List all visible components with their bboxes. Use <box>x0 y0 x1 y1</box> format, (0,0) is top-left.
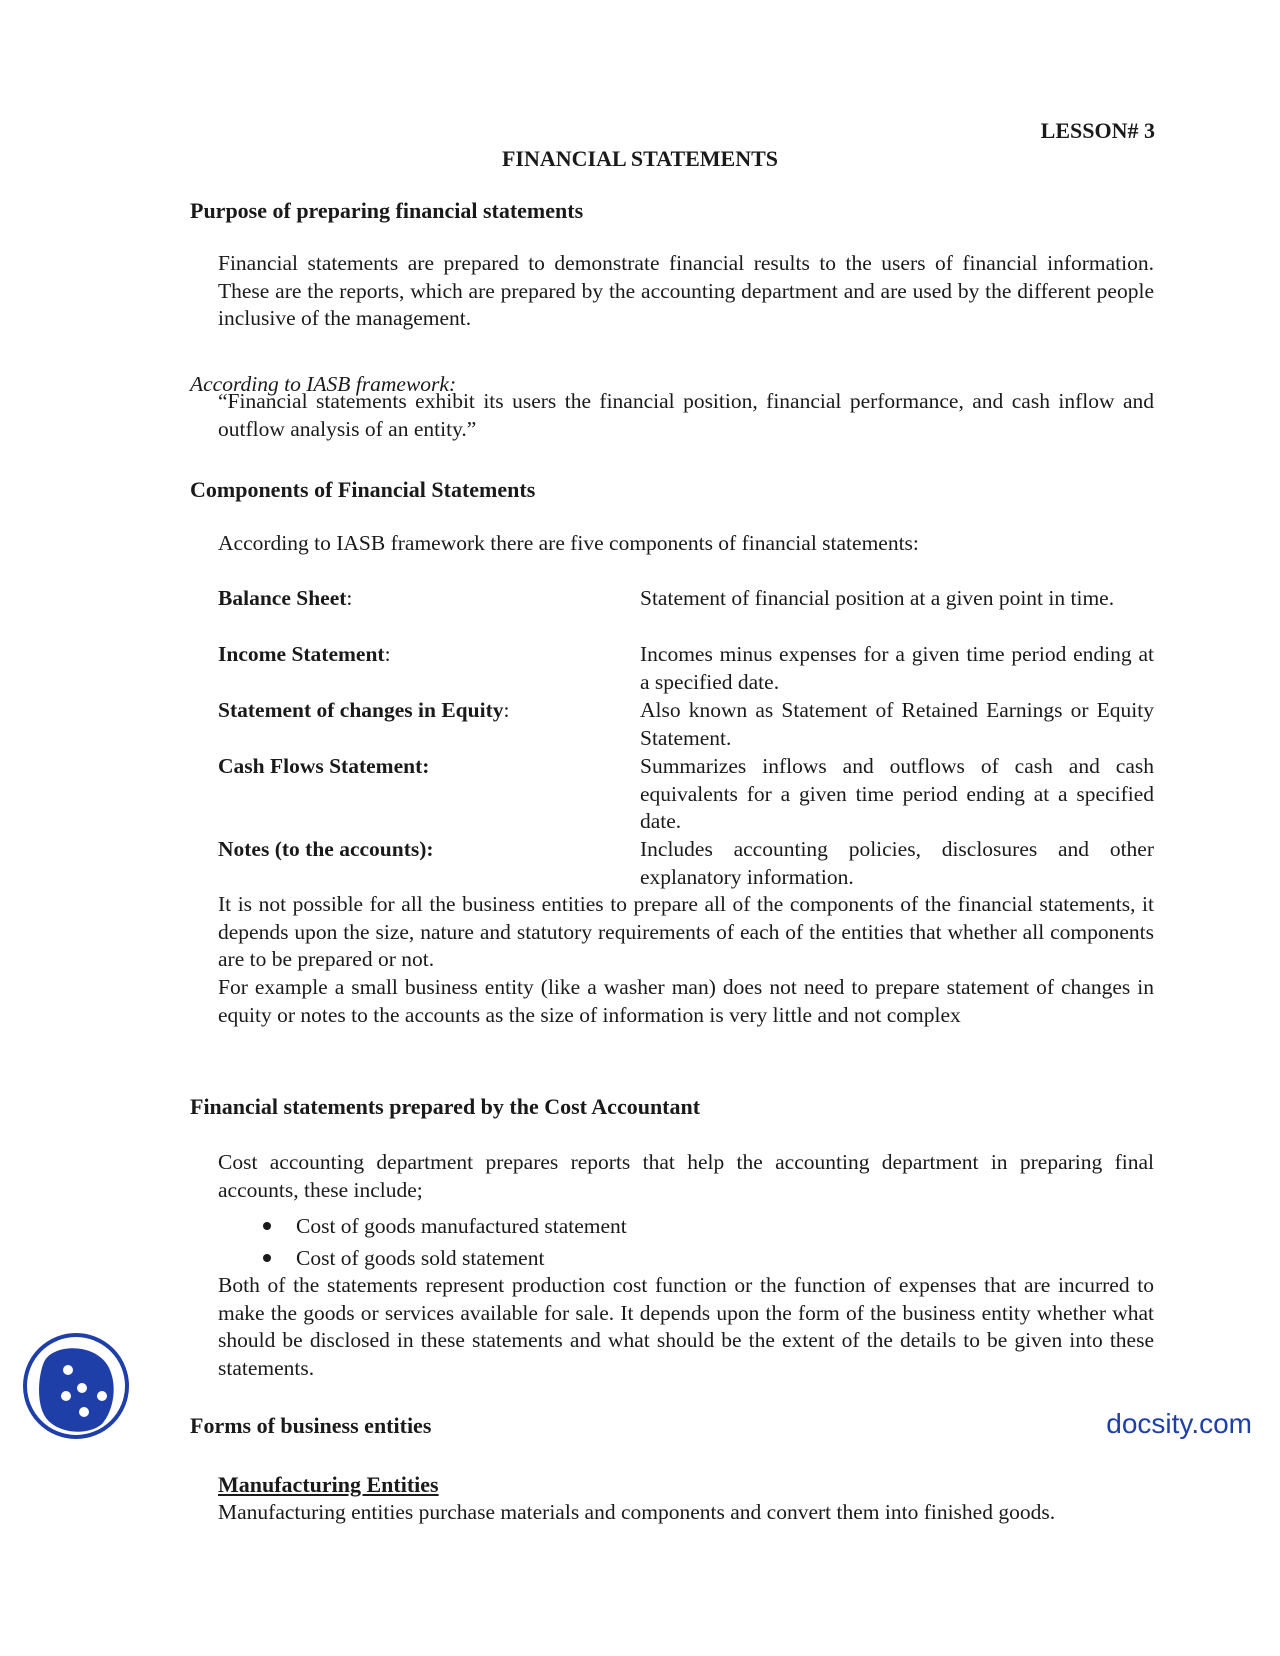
component-definition: Incomes minus expenses for a given time period ending at a specified date. <box>640 642 1154 694</box>
section-heading-components: Components of Financial Statements <box>190 477 536 502</box>
list-item: Cost of goods sold statement <box>218 1242 627 1274</box>
cost-accountant-paragraph: Both of the statements represent production cost function or the function of expenses that are incurred to make the goods or services available for sale. It depends upon the form of the business entity whether what should be disclosed in these statements and what should be the extent of the details to be given into these statements. <box>218 1273 1154 1380</box>
bullet-icon <box>263 1222 271 1230</box>
components-intro: According to IASB framework there are five components of financial statements: <box>218 531 919 555</box>
component-term: Cash Flows Statement: <box>218 754 430 778</box>
component-term: Statement of changes in Equity: <box>218 698 510 722</box>
iasb-quote: “Financial statements exhibit its users the financial position, financial performance, and cash inflow and outflow analysis of an entity.” <box>218 389 1154 441</box>
iasb-label: According to IASB framework: <box>190 372 457 396</box>
lesson-number: LESSON# 3 <box>1040 118 1155 143</box>
cost-statements-list <box>218 1210 627 1274</box>
manufacturing-paragraph: Manufacturing entities purchase materials and components and convert them into finished goods. <box>218 1500 1056 1524</box>
component-term: Notes (to the accounts): <box>218 837 434 861</box>
component-definition: Includes accounting policies, disclosures and other explanatory information. <box>640 837 1154 889</box>
component-definition: Statement of financial position at a given point in time. <box>640 586 1115 610</box>
section-heading-forms: Forms of business entities <box>190 1413 432 1438</box>
subheading-manufacturing: Manufacturing Entities <box>218 1472 439 1497</box>
section-heading-cost-accountant: Financial statements prepared by the Cost Accountant <box>190 1094 701 1119</box>
component-term: Income Statement: <box>218 642 391 666</box>
component-definition: Summarizes inflows and outflows of cash and cash equivalents for a given time period ending at a specified date. <box>640 754 1154 833</box>
docsity-brand: docsity.com <box>1106 1408 1252 1439</box>
components-paragraph-2: For example a small business entity (like a washer man) does not need to prepare statement of changes in equity or notes to the accounts as the size of information is very little and not complex <box>218 975 1154 1027</box>
list-item: Cost of goods manufactured statement <box>218 1210 627 1242</box>
components-paragraph-1: It is not possible for all the business entities to prepare all of the components of the financial statements, it depends upon the size, nature and statutory requirements of each of the entities that whether all components are to be prepared or not. <box>218 892 1154 971</box>
component-term: Balance Sheet: <box>218 586 353 610</box>
component-definition: Also known as Statement of Retained Earnings or Equity Statement. <box>640 698 1154 750</box>
bullet-icon <box>263 1254 271 1262</box>
purpose-paragraph: Financial statements are prepared to demonstrate financial results to the users of financial information. These are the reports, which are prepared by the accounting department and are used by the different people inclusive of the management. <box>218 251 1154 330</box>
cost-accountant-intro: Cost accounting department prepares reports that help the accounting department in preparing final accounts, these include; <box>218 1150 1154 1202</box>
page-title: FINANCIAL STATEMENTS <box>501 146 779 171</box>
section-heading-purpose: Purpose of preparing financial statements <box>190 198 584 223</box>
docsity-logo-icon <box>22 1332 130 1440</box>
